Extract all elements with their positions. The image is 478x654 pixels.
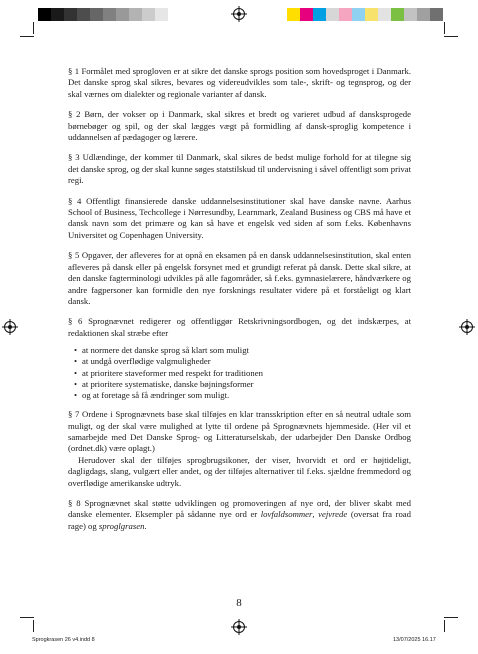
- color-swatch: [365, 8, 378, 21]
- color-swatch: [378, 8, 391, 21]
- color-swatch: [51, 8, 64, 21]
- color-swatch: [391, 8, 404, 21]
- section-6-list: [74, 345, 411, 401]
- page-number: 8: [236, 597, 242, 609]
- crop-mark: [33, 620, 34, 632]
- color-bar-grayscale: [38, 8, 181, 21]
- crop-mark: [33, 22, 34, 34]
- crop-mark: [20, 36, 34, 37]
- color-swatch: [300, 8, 313, 21]
- separator: ,: [312, 509, 319, 520]
- section-6: § 6 Sprognævnet redigerer og offentliggør Retskrivningsordbogen, og det indskærpes, at redaktionen skal stræbe efter: [68, 316, 411, 338]
- section-7: § 7 Ordene i Sprognævnets base skal tilføjes en klar transskription efter en så neutral udtale som muligt, og der skal være mulighed at lytte til ordene på Sprognævnets hjemmeside. (Her vil et samarbejde med Det Danske Sprog- og Litteraturselskab, der udarbejder Den Danske Ordbog (ordnet.dk) være oplagt.): [68, 409, 411, 454]
- list-item: • at prioritere systematiske, danske bøjningsformer: [74, 379, 411, 390]
- section-3: § 3 Udlændinge, der kommer til Danmark, skal sikres de bedst mulige forhold for at tilegne sig det danske sprog, og der skal kunne søges statstilskud til undervisning i såvel offentligt som privat regi.: [68, 152, 411, 186]
- color-swatch: [142, 8, 155, 21]
- color-swatch: [116, 8, 129, 21]
- color-swatch: [287, 8, 300, 21]
- list-item: • at prioritere staveformer med respekt for traditionen: [74, 368, 411, 379]
- section-7-continued: Herudover skal der tilføjes sprogbrugsikoner, der viser, hvorvidt et ord er højtideligt, dagligdags, slang, vulgært eller andet, og der tilføjes alternativer til f.eks. sjældne fremmedord og overflødige amerikanske udtryk.: [68, 454, 411, 488]
- color-swatch: [313, 8, 326, 21]
- color-swatch: [339, 8, 352, 21]
- new-word: sproglgrasen: [98, 520, 145, 531]
- section-4: § 4 Offentligt finansierede danske uddannelsesinstitutioner skal have danske navne. Aarhus School of Business, Techcollege i Nørresundby, Learnmark, Zealand Business og CBS må have et dansk navn som det primære og kan så have et engelsk ved siden af som f.eks. Københavns Universitet og Copenhagen University.: [68, 195, 411, 240]
- section-1: § 1 Formålet med sprogloven er at sikre det danske sprogs position som hovedsproget i Danmark. Det danske sprog skal sikres, bevares og videreudvikles som tale-, skrift- og tegnsprog, og der skal værnes om dialekter og regionale varianter af dansk.: [68, 66, 411, 99]
- section-8-text: § 8 Sprognævnet skal støtte udviklingen og promoveringen af nye ord, der bliver skabt med danske elementer. Eksempler på sådanne nye ord er: [68, 497, 411, 520]
- section-8-text: (oversat fra road rage) og: [68, 509, 411, 531]
- crop-mark: [444, 36, 458, 37]
- crop-mark: [20, 617, 34, 618]
- color-bar-cmyk: [287, 8, 443, 21]
- color-swatch: [64, 8, 77, 21]
- slug-filename: Sprogkrasen 26 v4.indd 8: [32, 637, 95, 643]
- period: .: [144, 520, 147, 531]
- section-8: [68, 498, 411, 532]
- registration-mark-left: [4, 321, 16, 333]
- color-swatch: [90, 8, 103, 21]
- slug-timestamp: 13/07/2025 16.17: [393, 637, 436, 643]
- crop-mark: [444, 617, 458, 618]
- section-2: § 2 Børn, der vokser op i Danmark, skal sikres et bredt og varieret udbud af dansksprogede børnebøger og spil, og der skal lægges vægt på formidling af dansk-sproglig kompetence i uddannelsen af pædagoger og lærere.: [68, 109, 411, 143]
- color-swatch: [168, 8, 181, 21]
- color-swatch: [404, 8, 417, 21]
- color-swatch: [352, 8, 365, 21]
- registration-mark-bottom: [233, 621, 245, 633]
- color-swatch: [103, 8, 116, 21]
- crop-mark: [444, 620, 445, 632]
- registration-mark-right: [461, 321, 473, 333]
- color-swatch: [417, 8, 430, 21]
- color-swatch: [38, 8, 51, 21]
- crop-mark: [444, 22, 445, 34]
- color-swatch: [129, 8, 142, 21]
- section-5: § 5 Opgaver, der afleveres for at opnå en eksamen på en dansk uddannelsesinstitution, skal enten afleveres på dansk eller på engelsk forsynet med et grundigt referat på dansk. Dette skal sikre, at den danske fagterminologi udvikles på alle fagområder, så f.eks. gymnasielærere, håndværkere og andre fagpersoner kan formidle den nye forsknings resultater videre på et forståeligt og klart dansk.: [68, 250, 411, 306]
- list-item: • og at foretage så få ændringer som muligt.: [74, 390, 411, 401]
- list-item: • at undgå overflødige valgmuligheder: [74, 356, 411, 367]
- color-swatch: [155, 8, 168, 21]
- list-item: • at normere det danske sprog så klart som muligt: [74, 345, 411, 356]
- registration-mark-top: [233, 8, 245, 20]
- new-word: lovfaldsommer: [260, 509, 313, 520]
- color-swatch: [326, 8, 339, 21]
- page-body: [68, 66, 411, 541]
- new-word: vejvrede: [318, 509, 348, 520]
- color-swatch: [77, 8, 90, 21]
- color-swatch: [430, 8, 443, 21]
